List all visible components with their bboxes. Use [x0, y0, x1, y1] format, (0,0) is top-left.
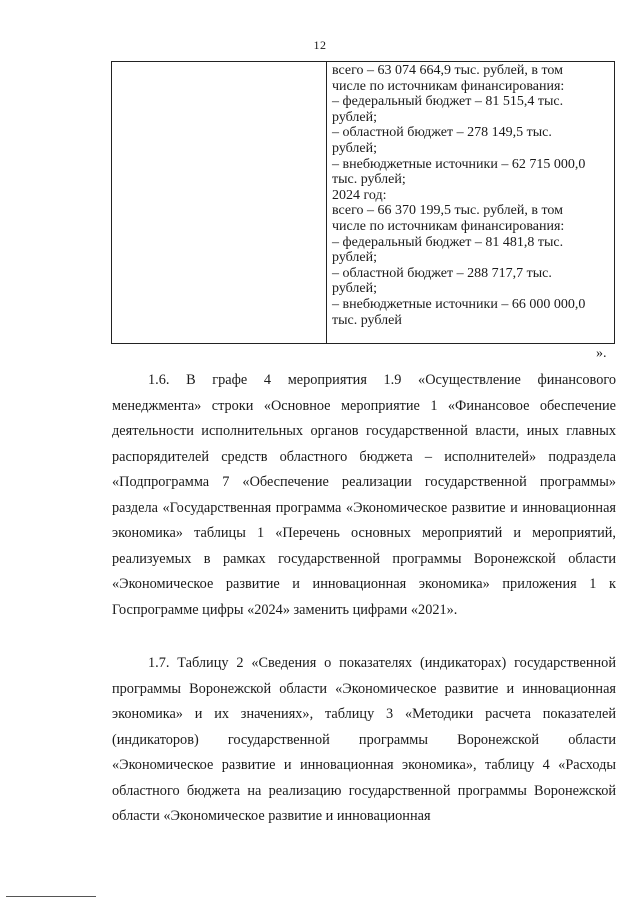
table-line: – федеральный бюджет – 81 481,8 тыс. — [332, 234, 564, 250]
paragraph-1-7: 1.7. Таблицу 2 «Сведения о показателях (индикаторах) государственной программы Воронежской области «Экономическое развитие и инновационная экономика» и их значениях», таблицу 3 «Методики расчета показателей (индикаторов) государственной программы Воронежской области «Экономическое развитие и инновационная экономика», таблицу 4 «Расходы областного бюджета на реализацию государственной программы Воронежской области «Экономическое развитие и инновационная — [112, 655, 616, 824]
page-number: 12 — [313, 38, 327, 52]
table-line: всего – 63 074 664,9 тыс. рублей, в том — [332, 63, 563, 78]
table-line: рублей; — [332, 140, 377, 156]
table-line: тыс. рублей; — [332, 172, 406, 188]
table-line: рублей; — [332, 250, 377, 266]
table-line: всего – 66 370 199,5 тыс. рублей, в том — [332, 203, 563, 219]
table-line: 2024 год: — [332, 187, 387, 203]
table-line: тыс. рублей — [332, 312, 402, 328]
financing-table — [111, 61, 615, 344]
table-line: – внебюджетные источники – 66 000 000,0 — [332, 296, 586, 312]
table-left-cell — [112, 62, 327, 343]
table-line: – внебюджетные источники – 62 715 000,0 — [332, 156, 586, 172]
table-right-cell — [327, 62, 614, 343]
table-line: – областной бюджет – 288 717,7 тыс. — [332, 265, 552, 281]
table-line: – федеральный бюджет – 81 515,4 тыс. — [332, 94, 564, 110]
table-line: рублей; — [332, 109, 377, 125]
table-line: числе по источникам финансирования: — [332, 78, 565, 94]
closing-quote: ». — [596, 346, 607, 361]
paragraph-1-6: 1.6. В графе 4 мероприятия 1.9 «Осуществление финансового менеджмента» строки «Основное мероприятие 1 «Финансовое обеспечение деятельности исполнительных органов государственной власти, иных главных распорядителей средств областного бюджета – исполнителей» подраздела «Подпрограмма 7 «Обеспечение реализации государственной программы» раздела «Государственная программа «Экономическое развитие и инновационная экономика» таблицы 1 «Перечень основных мероприятий и мероприятий, реализуемых в рамках государственной программы Воронежской области «Экономическое развитие и инновационная экономика» приложения 1 к Госпрограмме цифры «2024» заменить цифрами «2021». — [112, 372, 616, 618]
footnote-rule — [6, 896, 96, 897]
table-line: – областной бюджет – 278 149,5 тыс. — [332, 125, 552, 141]
table-line: числе по источникам финансирования: — [332, 218, 565, 234]
table-line: рублей; — [332, 281, 377, 297]
